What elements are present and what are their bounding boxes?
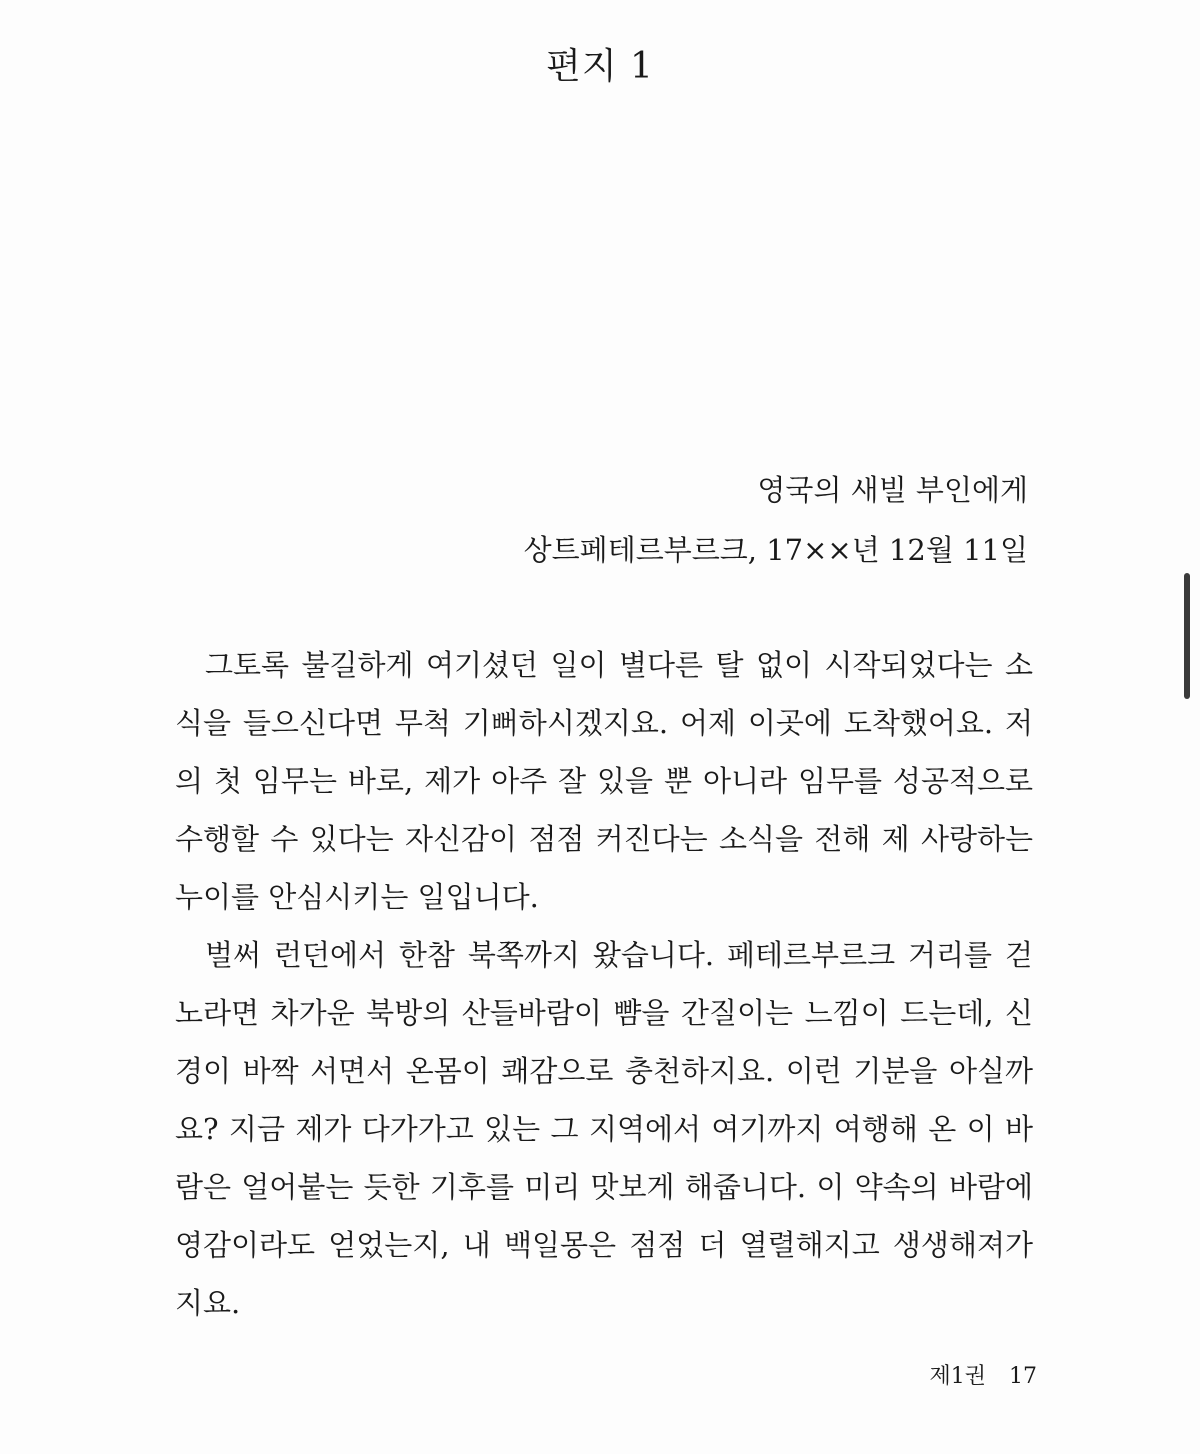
letter-recipient: 영국의 새빌 부인에게 xyxy=(757,473,1028,507)
paragraph: 그토록 불길하게 여기셨던 일이 별다른 탈 없이 시작되었다는 소식을 들으신다면 무척 기뻐하시겠지요. 어제 이곳에 도착했어요. 저의 첫 임무는 바로, 제가 아주 잘 있을 뿐 아니라 임무를 성공적으로 수행할 수 있다는 자신감이 점점 커진다는 소식을 전해 제 사랑하는 누이를 안심시키는 일입니다. xyxy=(175,648,1033,914)
page-title: 편지 1 xyxy=(546,46,654,87)
scrollbar-thumb[interactable] xyxy=(1184,573,1190,699)
paragraph: 벌써 런던에서 한참 북쪽까지 왔습니다. 페테르부르크 거리를 걷노라면 차가운 북방의 산들바람이 뺨을 간질이는 느낌이 드는데, 신경이 바짝 서면서 온몸이 쾌감으로 충천하지요. 이런 기분을 아실까요? 지금 제가 다가가고 있는 그 지역에서 여기까지 여행해 온 이 바람은 얼어붙는 듯한 기후를 미리 맛보게 해줍니다. 이 약속의 바람에 영감이라도 얻었는지, 내 백일몽은 점점 더 열렬해지고 생생해져가지요. xyxy=(175,938,1033,1320)
volume-label: 제1권 xyxy=(929,1364,986,1389)
letter-place-date: 상트페테르부르크, 17××년 12월 11일 xyxy=(523,533,1028,567)
page-number: 17 xyxy=(1009,1364,1037,1389)
letter-header xyxy=(524,460,1028,580)
page-footer xyxy=(929,1359,1037,1390)
letter-body xyxy=(175,636,1033,1332)
